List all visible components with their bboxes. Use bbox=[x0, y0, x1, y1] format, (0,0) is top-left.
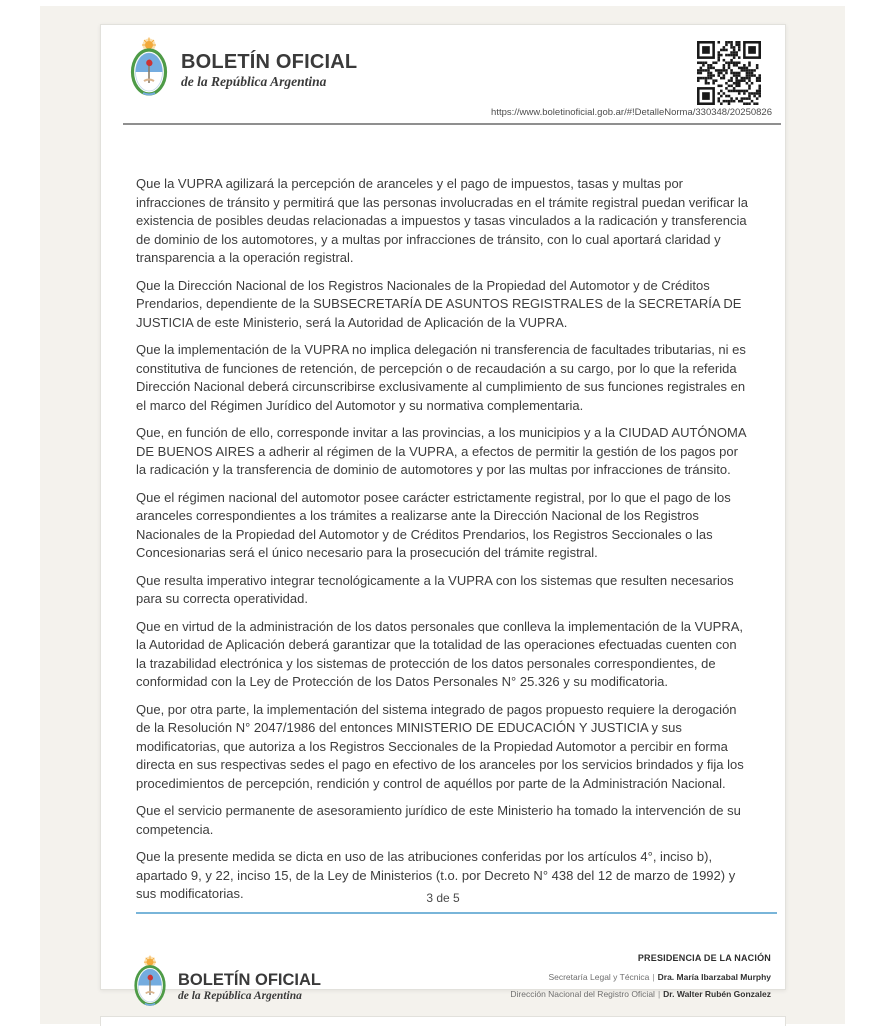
next-page-preview[interactable] bbox=[100, 1016, 786, 1026]
footer-brand-title: BOLETÍN OFICIAL bbox=[178, 971, 321, 989]
qr-code-icon bbox=[697, 41, 761, 105]
presidency-label: PRESIDENCIA DE LA NACIÓN bbox=[637, 953, 771, 963]
paragraph: Que resulta imperativo integrar tecnológicamente a la VUPRA con los sistemas que resulten necesarios para su correcta operatividad. bbox=[136, 572, 734, 606]
paragraph: Que la implementación de la VUPRA no implica delegación ni transferencia de facultades tributarias, ni es constitutiva de funciones de retención, de percepción o de recaudación a su cargo, por lo que la referida Dirección Nacional deberá circunscribirse exclusivamente al cumplimiento de sus funciones registrales en el marco del Régimen Jurídico del Automotor y su normativa complementaria. bbox=[136, 342, 746, 413]
brand-subtitle: de la República Argentina bbox=[181, 74, 327, 89]
document-body bbox=[101, 149, 785, 913]
header-brand-text bbox=[181, 52, 357, 90]
coat-of-arms-icon bbox=[127, 37, 171, 99]
signature-office: Dirección Nacional del Registro Oficial bbox=[510, 989, 655, 999]
footer-brand-subtitle: de la República Argentina bbox=[178, 990, 302, 1002]
footer-brand-text bbox=[178, 972, 321, 1002]
coat-of-arms-icon bbox=[131, 955, 169, 1009]
document-page bbox=[100, 24, 786, 1002]
signature-row bbox=[510, 971, 771, 984]
paragraph: Que, por otra parte, la implementación del sistema integrado de pagos propuesto requiere la derogación de la Resolución N° 2047/1986 del entonces MINISTERIO DE EDUCACIÓN Y JUSTICIA y sus modificatorias, que autoriza a los Registros Seccionales de la Propiedad Automotor a percibir en forma directa en sus respectivas sedes el pago en efectivo de los aranceles por los servicios brindados y fija los procedimientos de percepción, rendición y control de aquéllos por parte de la Administración Nacional. bbox=[136, 701, 744, 791]
signature-separator: | bbox=[652, 972, 655, 982]
signature-name: Dr. Walter Rubén Gonzalez bbox=[663, 989, 771, 999]
footer-divider bbox=[136, 912, 777, 914]
paragraph: Que la presente medida se dicta en uso de las atribuciones conferidas por los artículos 4°, inciso b), apartado 9, y 22, inciso 15, de la Ley de Ministerios (t.o. por Decreto N° 438 del 12 de marzo de 1992) y sus modificatorias. bbox=[136, 849, 736, 901]
paragraph: Que la Dirección Nacional de los Registros Nacionales de la Propiedad del Automotor y de Créditos Prendarios, dependiente de la SUBSECRETARÍA DE ASUNTOS REGISTRALES de la SECRETARÍA DE JUSTICIA de este Ministerio, será la Autoridad de Aplicación de la VUPRA. bbox=[136, 277, 742, 330]
signature-separator: | bbox=[657, 989, 661, 999]
signature-name: Dra. María Ibarzabal Murphy bbox=[657, 972, 771, 982]
paragraph: Que la VUPRA agilizará la percepción de aranceles y el pago de impuestos, tasas y multas por infracciones de tránsito y permitirá que las personas involucradas en el trámite registral puedan verificar la existencia de posibles deudas relacionadas a impuestos y tasas vinculados a la radicación y transferencia de dominio de los automotores, y a multas por infracciones de tránsito, con lo cual aportará claridad y transparencia a la operación registral. bbox=[136, 176, 749, 265]
paragraph: Que, en función de ello, corresponde invitar a las provincias, a los municipios y a la CIUDAD AUTÓNOMA DE BUENOS AIRES a adherir al régimen de la VUPRA, a efectos de permitir la gestión de los pagos por la radicación y la transferencia de dominio de automotores y por las multas por infracciones de tránsito. bbox=[136, 425, 746, 477]
brand-title: BOLETÍN OFICIAL bbox=[181, 51, 358, 73]
footer bbox=[131, 925, 771, 1009]
header-logo bbox=[127, 37, 357, 99]
header-divider bbox=[123, 123, 781, 125]
signature-row bbox=[510, 988, 771, 1001]
paragraph: Que el régimen nacional del automotor posee carácter estrictamente registral, por lo que el pago de los aranceles correspondientes a los trámites a realizarse ante la Dirección Nacional de los Registros Nacionales de la Propiedad del Automotor y de Créditos Prendarios, los Registros Seccionales o las Concesionarias será el único necesario para la prosecución del trámite registral. bbox=[136, 489, 731, 560]
paragraph: Que el servicio permanente de asesoramiento jurídico de este Ministerio ha tomado la intervención de su competencia. bbox=[136, 803, 741, 837]
signature-block bbox=[510, 953, 771, 1005]
footer-logo bbox=[131, 955, 321, 1009]
signature-office: Secretaría Legal y Técnica bbox=[548, 972, 650, 982]
paragraph: Que en virtud de la administración de los datos personales que conlleva la implementación de la VUPRA, la Autoridad de Aplicación deberá garantizar que la totalidad de las operaciones efectuadas cuenten con la trazabilidad electrónica y los sistemas de protección de los datos personales correspondientes, de conformidad con la Ley de Protección de los Datos Personales N° 25.326 y su modificatoria. bbox=[136, 618, 744, 689]
norm-url-link[interactable]: https://www.boletinoficial.gob.ar/#!DetalleNorma/330348/20250826 bbox=[491, 107, 772, 118]
page-number: 3 de 5 bbox=[426, 891, 460, 905]
